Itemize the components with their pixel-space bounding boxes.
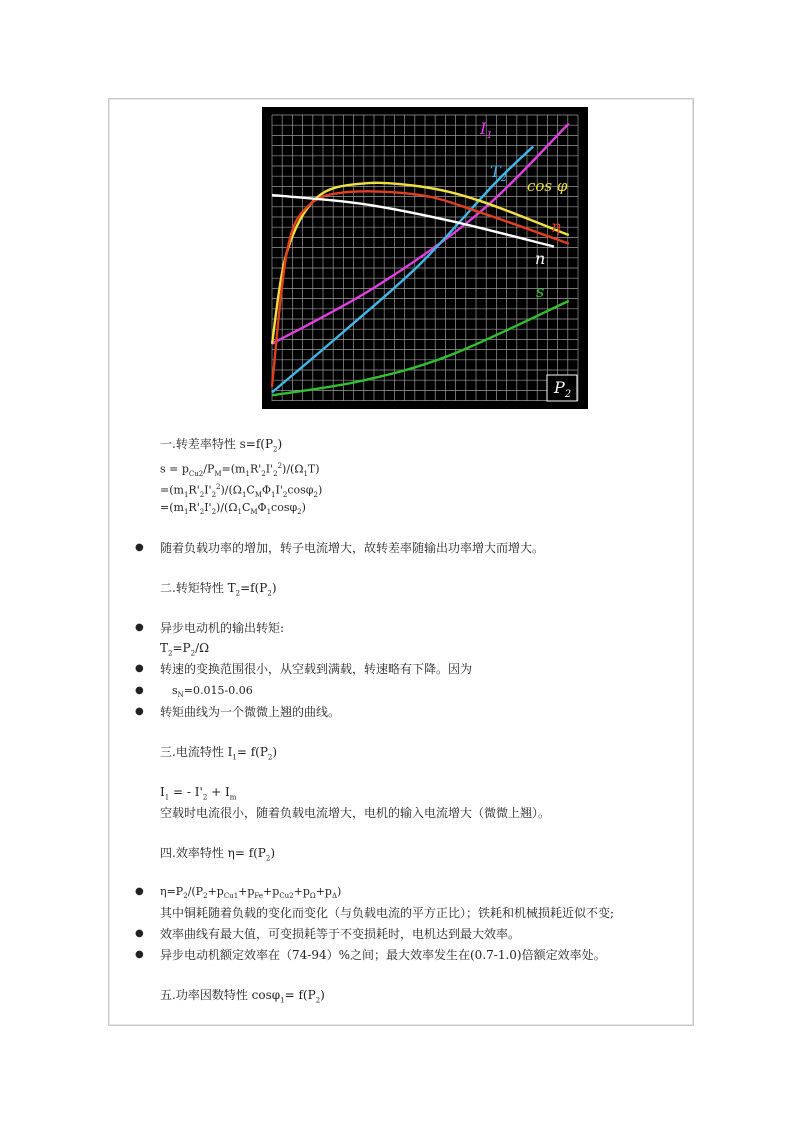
section1-formula-2: $=(m_1R'_2I'_2^2)/(\Omega_1C_M\Phi_1I'_2\cos\varphi_2)$ (160, 483, 323, 499)
section3-formula: $I_1$ = - $I'_2 + I_m$ (160, 785, 237, 802)
section4-bullet-2: 效率曲线有最大值，可变损耗等于不变损耗时，电机达到最大效率。 (160, 927, 521, 941)
series-label: n (535, 249, 546, 268)
section2-bullet-1: 异步电动机的输出转矩: (160, 621, 285, 635)
section1-bullet: 随着负载功率的增加，转子电流增大，故转差率随输出功率增大而增大。 (160, 541, 545, 555)
series-label: s (536, 282, 545, 301)
section4-bullet-3: 异步电动机额定效率在（74-94）%之间；最大效率发生在(0.7-1.0)倍额定效率处。 (160, 948, 606, 962)
section1-formula-3: $=(m_1R'_2I'_2)/(\Omega_1C_M\Phi_1\cos\varphi_2)$ (160, 501, 306, 517)
section3-heading: 三.电流特性 $I_1= f(P_2)$ (160, 745, 278, 762)
section1-heading: 一.转差率特性 $s=f(P_2)$ (160, 437, 283, 454)
section2-bullet-4: 转矩曲线为一个微微上翘的曲线。 (160, 705, 341, 719)
bullet-dot: ● (135, 663, 144, 674)
section5-heading: 五.功率因数特性 $\cos\varphi_1= f(P_2)$ (160, 988, 325, 1005)
section2-heading: 二.转矩特性 $T_2=f(P_2)$ (160, 581, 277, 598)
series-label: $I_1$ (480, 119, 493, 141)
series-label-sub: 1 (486, 130, 493, 141)
bullet-dot: ● (135, 685, 144, 696)
section4-efficiency-formula: $\eta=P_2/(P_2+p_{Cu1}+p_{Fe}+p_{Cu2}+p_\Omega+p_\Delta)$ (160, 885, 342, 901)
bullet-dot: ● (135, 886, 144, 897)
bullet-dot: ● (135, 706, 144, 717)
section2-slip-range: $s_N=0.015-0.06$ (172, 684, 253, 700)
section3-text: 空载时电流很小，随着负载电流增大，电机的输入电流增大（微微上翘）。 (160, 806, 551, 820)
section4-heading: 四.效率特性 $\eta= f(P_2)$ (160, 846, 276, 863)
section2-bullet-2: 转速的变换范围很小，从空载到满载，转速略有下降。因为 (160, 662, 473, 676)
bullet-dot: ● (135, 928, 144, 939)
section2-torque-formula: $T_2=P_2/\Omega$ (160, 641, 210, 658)
characteristics-chart (262, 107, 588, 409)
x-axis-label: $P_2$ (554, 378, 572, 400)
section4-loss-text: 其中铜耗随着负载的变化而变化（与负载电流的平方正比）；铁耗和机械损耗近似不变; (160, 906, 615, 920)
series-label: cos φ (527, 177, 568, 195)
section1-formula-1: $s = p_{Cu2}/P_M=(m_1R'_2I'_2^2)/(\Omega_1T)$ (160, 462, 320, 478)
bullet-dot: ● (135, 949, 144, 960)
series-label: η (551, 217, 561, 236)
bullet-dot: ● (135, 542, 144, 553)
bullet-dot: ● (135, 622, 144, 633)
x-axis-label-sub: 2 (564, 389, 572, 400)
series-label-sub: 2 (500, 173, 508, 184)
series-label: $T_2$ (490, 162, 508, 184)
